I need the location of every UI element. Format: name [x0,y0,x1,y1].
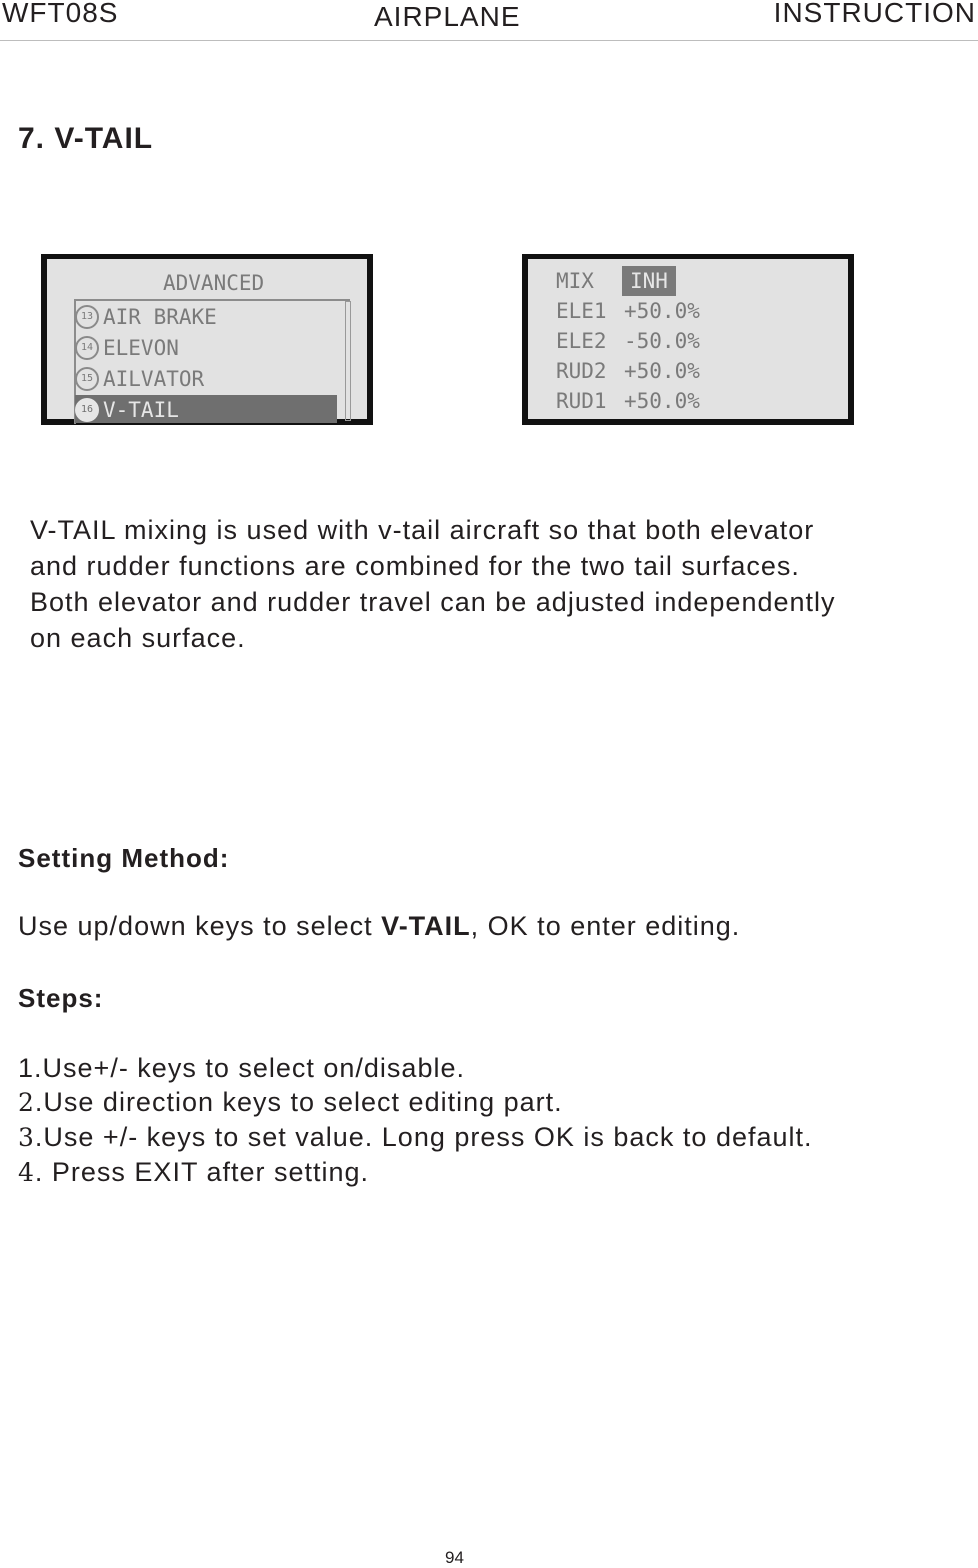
description-line: Both elevator and rudder travel can be adjusted independently [30,587,836,617]
method-text-after: , OK to enter editing. [470,911,741,941]
method-text-before: Use up/down keys to select [18,911,382,941]
step-item [18,1120,813,1155]
menu-item-air-brake[interactable] [75,302,337,330]
header-model: WFT08S [2,0,119,28]
step-text: . Press EXIT after setting. [34,1157,370,1187]
lcd-advanced-title: ADVANCED [163,271,265,295]
item-number-badge: 14 [75,336,99,360]
step-item [18,1051,813,1085]
rud2-label: RUD2 [556,359,607,383]
description [30,512,975,656]
lcd-scrollbar [345,301,351,421]
description-line: on each surface. [30,623,246,653]
description-line: V-TAIL mixing is used with v-tail aircraft so that both elevator [30,515,815,545]
menu-item-v-tail[interactable] [75,395,337,423]
ele2-label: ELE2 [556,329,607,353]
menu-item-ailvator[interactable] [75,364,337,392]
step-number: 3 [18,1123,35,1152]
setting-method-text [18,911,740,942]
steps-heading: Steps: [18,983,104,1013]
header-section: AIRPLANE [374,1,521,32]
rud1-value[interactable]: +50.0% [624,389,700,413]
mix-value[interactable]: INH [622,266,676,296]
step-item [18,1155,813,1190]
menu-item-elevon[interactable] [75,333,337,361]
ele1-label: ELE1 [556,299,607,323]
menu-item-label: ELEVON [103,336,179,360]
item-number-badge: 13 [75,305,99,329]
lcd-advanced-menu [41,254,373,425]
rud1-label: RUD1 [556,389,607,413]
step-item [18,1085,813,1120]
menu-item-label: AILVATOR [103,367,205,391]
step-text: .Use+/- keys to select on/disable. [34,1053,465,1083]
ele2-value[interactable]: -50.0% [624,329,700,353]
item-number-badge: 16 [75,398,99,422]
rud2-row[interactable] [556,356,836,386]
page-number: 94 [445,1548,464,1567]
menu-item-label: AIR BRAKE [103,305,217,329]
lcd-vtail-settings [522,254,854,425]
ele1-value[interactable]: +50.0% [624,299,700,323]
ele1-row[interactable] [556,296,836,326]
item-number-badge: 15 [75,367,99,391]
steps-list [18,1051,813,1190]
setting-method-heading: Setting Method: [18,843,230,873]
step-text: .Use +/- keys to set value. Long press OK is back to default. [34,1122,813,1152]
mix-label: MIX [556,269,594,293]
description-line: and rudder functions are combined for the two tail surfaces. [30,551,800,581]
header-divider [0,40,978,41]
step-number: 4 [18,1158,35,1187]
menu-item-label: V-TAIL [103,398,179,422]
step-text: .Use direction keys to select editing part. [34,1087,563,1117]
method-keyword: V-TAIL [381,911,471,941]
section-title: 7. V-TAIL [18,122,154,155]
rud1-row[interactable] [556,386,836,416]
ele2-row[interactable] [556,326,836,356]
mix-row[interactable] [556,266,836,296]
step-number: 1 [18,1053,35,1083]
rud2-value[interactable]: +50.0% [624,359,700,383]
header-doc-type: INSTRUCTION [773,0,976,28]
step-number: 2 [18,1088,35,1117]
